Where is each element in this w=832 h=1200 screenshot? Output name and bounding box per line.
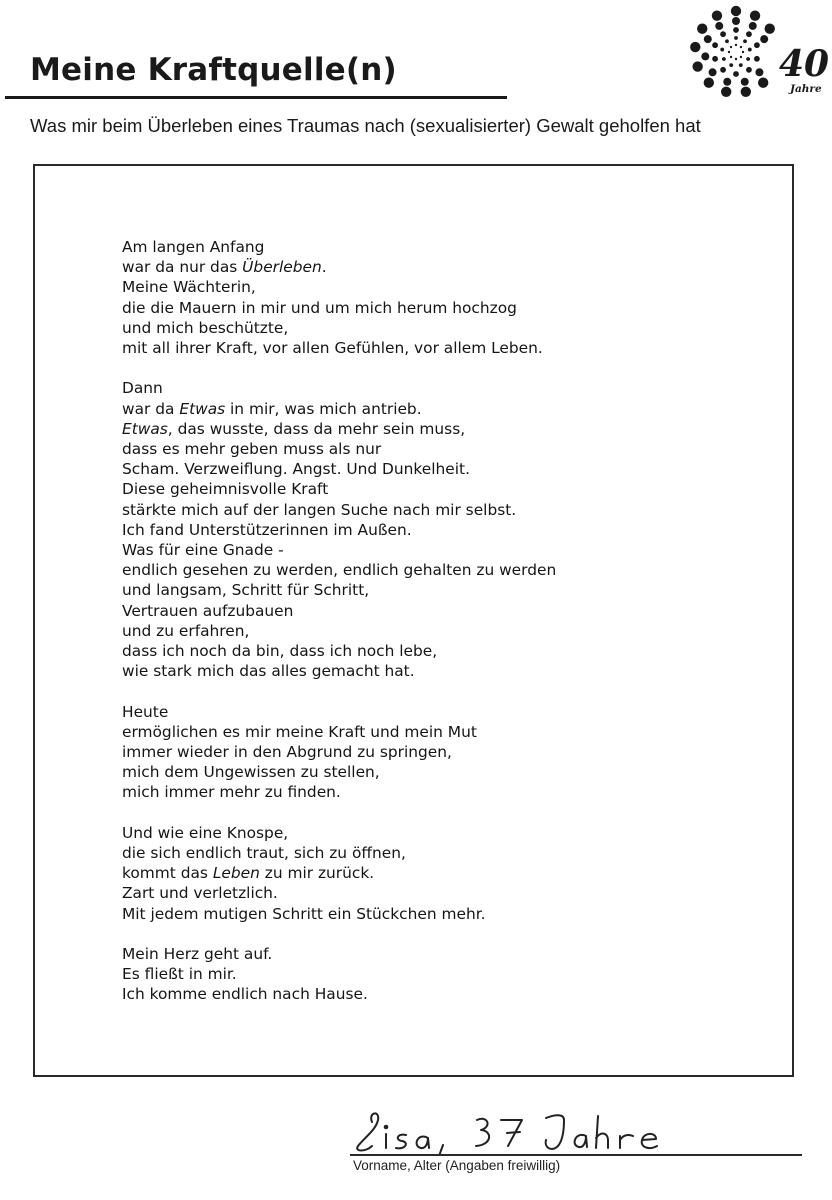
poem-line [122, 964, 682, 984]
logo-dot [729, 63, 733, 67]
poem-line [122, 702, 682, 722]
logo-dot [750, 11, 760, 21]
poem-line [122, 399, 682, 419]
logo-dot [704, 77, 714, 87]
poem-line [122, 560, 682, 580]
logo-dot [721, 87, 731, 97]
anniversary-logo [686, 2, 832, 106]
logo-dot [746, 31, 752, 37]
poem-text: die sich endlich traut, sich zu öffnen, [122, 844, 406, 863]
poem-line [122, 621, 682, 641]
poem-line [122, 883, 682, 903]
poem-stanza [122, 944, 682, 1005]
poem-line [122, 540, 682, 560]
poem-stanza [122, 237, 682, 358]
logo-dot [741, 78, 749, 86]
poem-text: und langsam, Schritt für Schritt, [122, 581, 370, 600]
poem-text: Ich komme endlich nach Hause. [122, 985, 368, 1004]
logo-dot [709, 68, 717, 76]
poem-line [122, 742, 682, 762]
poem-emphasis: Leben [212, 864, 260, 883]
title-underline [5, 96, 507, 99]
logo-dot [725, 39, 729, 43]
poem-emphasis: Etwas [179, 399, 226, 418]
poem-text: Scham. Verzweiflung. Angst. Und Dunkelheit. [122, 460, 470, 479]
poem-text: war da [122, 399, 180, 418]
logo-dot [720, 48, 724, 52]
logo-dot [690, 42, 700, 52]
logo-dot [712, 11, 722, 21]
logo-dot [754, 56, 760, 62]
poem-line [122, 984, 682, 1004]
logo-dot [728, 51, 730, 53]
logo-dot [746, 67, 752, 73]
poem-text: mit all ihrer Kraft, vor allen Gefühlen, vor allem Leben. [122, 339, 543, 358]
logo-label: Jahre [790, 83, 822, 95]
logo-dot [740, 56, 742, 58]
poem-text: und mich beschützte, [122, 318, 289, 337]
logo-dot [739, 63, 743, 67]
poem-text: war da nur das [122, 258, 243, 277]
logo-dot [749, 22, 757, 30]
poem-line [122, 823, 682, 843]
logo-number: 40 [779, 43, 830, 85]
logo-dot [730, 56, 732, 58]
logo-dot [697, 24, 707, 34]
logo-dot [720, 31, 726, 37]
poem-line [122, 298, 682, 318]
page-title: Meine Kraftquelle(n) [30, 52, 397, 88]
poem-text: immer wieder in den Abgrund zu springen, [122, 743, 452, 762]
poem-line [122, 863, 682, 883]
poem-text: und zu erfahren, [122, 621, 250, 640]
poem-text: ermöglichen es mir meine Kraft und mein Mut [122, 722, 477, 741]
poem-text: Zart und verletzlich. [122, 884, 278, 903]
signature-line [350, 1154, 802, 1156]
poem-text: Es fließt in mir. [122, 965, 237, 984]
poem-text: stärkte mich auf der langen Suche nach mir selbst. [122, 500, 517, 519]
poem-line [122, 378, 682, 398]
poem-text: Dann [122, 379, 163, 398]
poem-stanza [122, 702, 682, 803]
logo-dot [758, 77, 768, 87]
poem-text: mich dem Ungewissen zu stellen, [122, 763, 380, 782]
logo-dot [732, 17, 740, 25]
poem-stanza [122, 378, 682, 681]
poem-line [122, 237, 682, 257]
poem-text: Diese geheimnisvolle Kraft [122, 480, 329, 499]
poem-body [122, 237, 682, 1025]
poem-line [122, 419, 682, 439]
poem-line [122, 601, 682, 621]
poem-text: kommt das [122, 864, 213, 883]
logo-dot [701, 52, 709, 60]
poem-line [122, 722, 682, 742]
signature-label: Vorname, Alter (Angaben freiwillig) [353, 1158, 561, 1173]
signature-block [350, 1108, 802, 1178]
poem-line [122, 661, 682, 681]
poem-text: Am langen Anfang [122, 238, 265, 256]
logo-dot [755, 68, 763, 76]
poem-text: in mir, was mich antrieb. [225, 399, 422, 418]
poem-line [122, 338, 682, 358]
poem-text: dass ich noch da bin, dass ich noch lebe, [122, 642, 438, 661]
poem-text: Mit jedem mutigen Schritt ein Stückchen mehr. [122, 904, 486, 923]
poem-line [122, 944, 682, 964]
logo-dot [741, 87, 751, 97]
logo-dot [712, 56, 718, 62]
logo-dot [743, 39, 747, 43]
logo-dot [712, 42, 718, 48]
handwritten-signature [350, 1108, 802, 1156]
logo-dot [742, 51, 744, 53]
poem-line [122, 782, 682, 802]
logo-dot [722, 57, 726, 61]
logo-dot [731, 6, 741, 16]
logo-dot [735, 44, 737, 46]
poem-text: Meine Wächterin, [122, 278, 256, 297]
dotted-spiral-icon [686, 2, 786, 106]
logo-dot [730, 46, 732, 48]
poem-line [122, 641, 682, 661]
poem-text: mich immer mehr zu finden. [122, 783, 341, 802]
poem-text: , das wusste, dass da mehr sein muss, [167, 419, 466, 438]
poem-line [122, 459, 682, 479]
logo-dot [760, 35, 768, 43]
logo-dot [746, 57, 750, 61]
poem-text: Heute [122, 702, 169, 721]
logo-dot [715, 22, 723, 30]
logo-dot [733, 27, 739, 33]
logo-dot [734, 36, 738, 40]
poem-line [122, 439, 682, 459]
logo-dot [704, 35, 712, 43]
logo-dot [720, 67, 726, 73]
poem-text: zu mir zurück. [259, 864, 375, 883]
poem-text: endlich gesehen zu werden, endlich gehalten zu werden [122, 561, 557, 580]
poem-text: wie stark mich das alles gemacht hat. [122, 662, 415, 681]
poem-text: Ich fand Unterstützerinnen im Außen. [122, 520, 412, 539]
poem-line [122, 904, 682, 924]
poem-line [122, 762, 682, 782]
poem-emphasis: Etwas [122, 419, 168, 438]
logo-dot [735, 58, 737, 60]
logo-dot [723, 78, 731, 86]
logo-dot [692, 61, 702, 71]
poem-text: Und wie eine Knospe, [122, 823, 289, 842]
logo-dot [740, 46, 742, 48]
poem-text: Mein Herz geht auf. [122, 945, 273, 964]
poem-line [122, 277, 682, 297]
page-subtitle: Was mir beim Überleben eines Traumas nach (sexualisierter) Gewalt geholfen hat [30, 115, 701, 136]
poem-line [122, 520, 682, 540]
poem-text: die die Mauern in mir und um mich herum hochzog [122, 298, 517, 317]
poem-emphasis: Überleben [242, 258, 322, 277]
logo-dot [748, 48, 752, 52]
poem-text: dass es mehr geben muss als nur [122, 440, 382, 459]
poem-line [122, 500, 682, 520]
poem-text: . [321, 258, 327, 277]
poem-line [122, 318, 682, 338]
poem-line [122, 479, 682, 499]
logo-dot [765, 24, 775, 34]
logo-dot [733, 71, 739, 77]
poem-line [122, 257, 682, 277]
poem-line [122, 843, 682, 863]
poem-line [122, 580, 682, 600]
poem-text: Vertrauen aufzubauen [122, 601, 294, 620]
logo-dot [754, 42, 760, 48]
poem-stanza [122, 823, 682, 924]
poem-text: Was für eine Gnade - [122, 541, 284, 560]
